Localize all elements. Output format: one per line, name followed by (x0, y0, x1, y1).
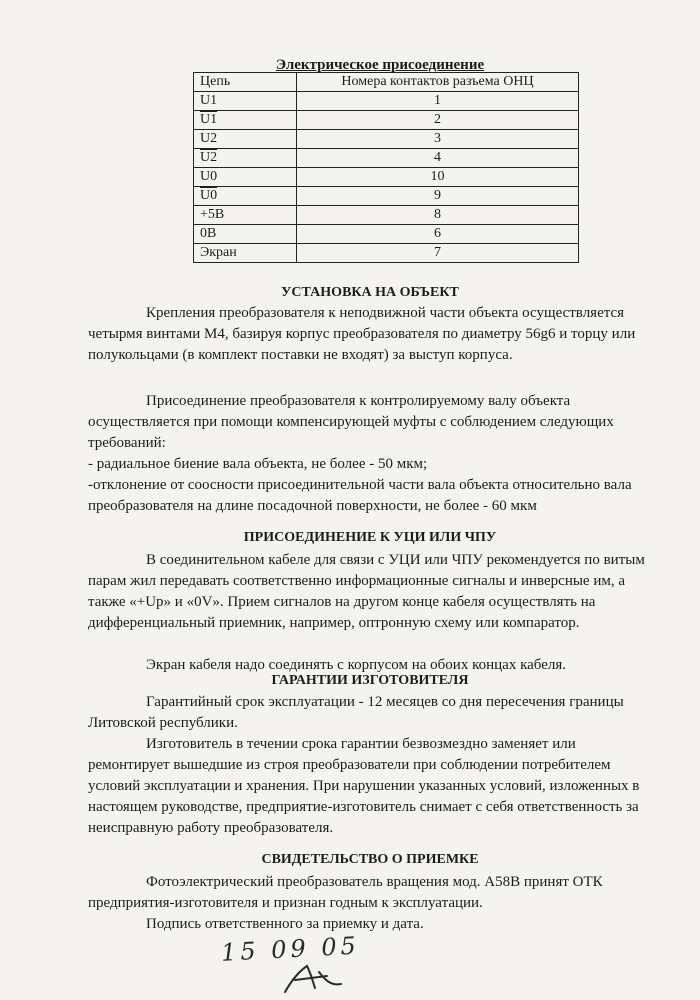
acceptance-paragraph-2: Подпись ответственного за приемку и дата. (146, 916, 424, 932)
install-paragraph-4: -отклонение от соосности присоединительной части вала объекта относительно вала преобразователя на длине посадочной поверхности, не более - 60 мкм (88, 477, 632, 514)
acceptance-heading: СВИДЕТЕЛЬСТВО О ПРИЕМКЕ (261, 852, 479, 867)
circuit-cell: U2 (194, 130, 297, 149)
install-paragraph-2: Присоединение преобразователя к контролируемому валу объекта осуществляется при помощи компенсирующей муфты с соблюдением следующих требований: (88, 393, 614, 451)
connect-heading: ПРИСОЕДИНЕНИЕ К УЦИ ИЛИ ЧПУ (243, 530, 497, 545)
table-row (194, 187, 579, 206)
table-row (194, 149, 579, 168)
connection-table-title: Электрическое присоединение (275, 57, 485, 73)
table-header-row (194, 73, 579, 92)
header-contacts: Номера контактов разъема ОНЦ (297, 73, 579, 92)
table-row (194, 225, 579, 244)
table-row (194, 130, 579, 149)
install-paragraph-1: Крепления преобразователя к неподвижной части объекта осуществляется четырмя винтами М4, базируя корпус преобразователя по диаметру 56g6 и торцу или полукольцами (в комплект поставки не входят) за выступ корпуса. (88, 305, 636, 363)
warranty-heading: ГАРАНТИИ ИЗГОТОВИТЕЛЯ (271, 673, 469, 688)
circuit-cell: U1 (194, 92, 297, 111)
install-paragraph-3: - радиальное биение вала объекта, не более - 50 мкм; (88, 456, 428, 472)
circuit-cell: U0 (194, 168, 297, 187)
contact-cell: 3 (297, 130, 579, 149)
circuit-cell: U0 (194, 187, 297, 206)
table-row (194, 111, 579, 130)
contact-cell: 4 (297, 149, 579, 168)
contact-cell: 1 (297, 92, 579, 111)
contact-cell: 7 (297, 244, 579, 263)
install-heading: УСТАНОВКА НА ОБЪЕКТ (281, 285, 459, 300)
connect-paragraph-2: Экран кабеля надо соединять с корпусом на обоих концах кабеля. (146, 657, 567, 673)
handwritten-signature (215, 930, 475, 996)
signature-scribble (285, 966, 341, 992)
contact-cell: 2 (297, 111, 579, 130)
circuit-cell: U2 (194, 149, 297, 168)
circuit-cell: 0В (194, 225, 297, 244)
table-row (194, 206, 579, 225)
table-row (194, 244, 579, 263)
acceptance-paragraph-1: Фотоэлектрический преобразователь вращения мод. А58В принят ОТК предприятия-изготовителя и признан годным к эксплуатации. (88, 874, 603, 911)
connect-paragraph-1: В соединительном кабеле для связи с УЦИ или ЧПУ рекомендуется по витым парам жил передавать соответственно информационные сигналы и инверсные им, а также «+Up» и «0V». Прием сигналов на другом конце кабеля осуществлять на дифференциальный приемник, например, оптронную схему или компаратор. (88, 552, 645, 631)
circuit-cell: +5В (194, 206, 297, 225)
table-row (194, 168, 579, 187)
connection-table (193, 72, 579, 263)
contact-cell: 9 (297, 187, 579, 206)
contact-cell: 8 (297, 206, 579, 225)
circuit-cell: U1 (194, 111, 297, 130)
warranty-paragraph-2: Изготовитель в течении срока гарантии безвозмездно заменяет или ремонтирует вышедшие из строя преобразователи при соблюдении потребителем условий эксплуатации и хранения. При нарушении указанных условий, изложенных в настоящем руководстве, предприятие-изготовитель снимает с себя ответственность за неисправную работу преобразователя. (88, 736, 640, 836)
warranty-paragraph-1: Гарантийный срок эксплуатации - 12 месяцев со дня пересечения границы Литовской республики. (88, 694, 624, 731)
contact-cell: 6 (297, 225, 579, 244)
header-circuit: Цепь (194, 73, 297, 92)
table-row (194, 92, 579, 111)
circuit-cell: Экран (194, 244, 297, 263)
handwritten-date: 15 09 05 (220, 931, 361, 967)
contact-cell: 10 (297, 168, 579, 187)
